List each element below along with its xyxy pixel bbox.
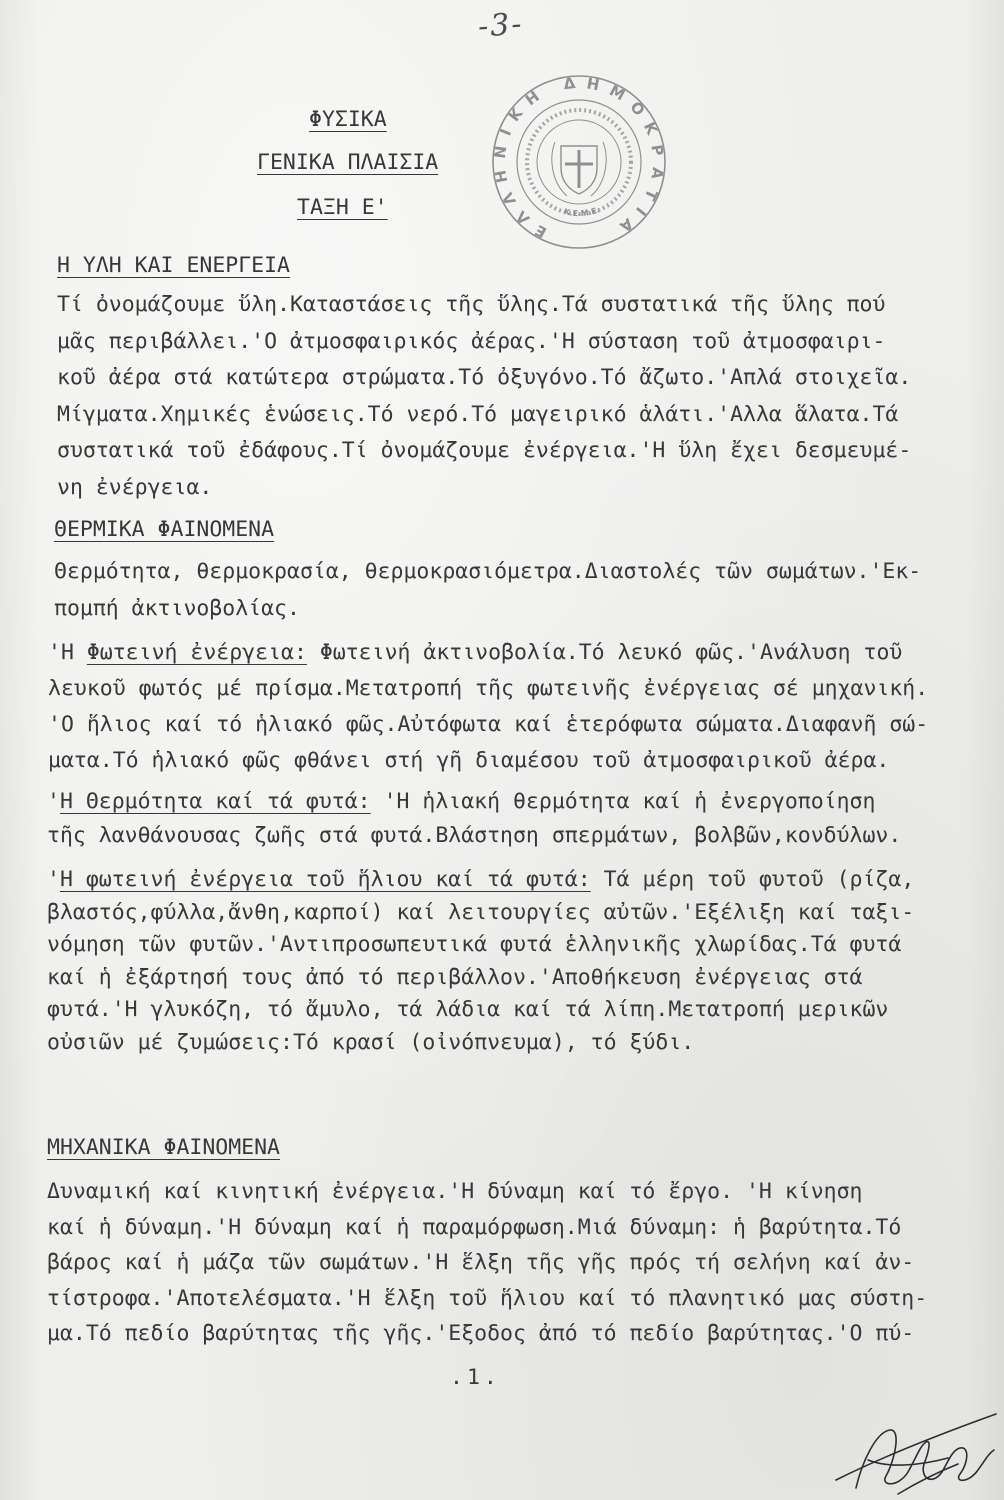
- lead-prefix: ': [47, 789, 60, 814]
- lead-line: [48, 635, 928, 671]
- paragraph-mechanics: [47, 1174, 927, 1352]
- title-subject: ΦΥΣΙΚΑ: [309, 107, 387, 132]
- text-line: Δυναμική καί κινητική ἐνέργεια.'Η δύναμη καί τό ἔργο. 'Η κίνηση: [47, 1179, 863, 1204]
- text-line: βλαστός,φύλλα,ἄνθη,καρποί) καί λειτουργίες αὐτῶν.'Εξέλιξη καί ταξι-: [47, 899, 915, 925]
- lead-text: Φωτεινή ἀκτινοβολία.Τό λευκό φῶς.'Ανάλυση τοῦ: [306, 640, 903, 665]
- paragraph-heat-plants: [47, 785, 901, 853]
- text-line: Τί ὀνομάζουμε ὕλη.Καταστάσεις τῆς ὕλης.Τά συστατικά τῆς ὕλης πού: [57, 292, 886, 317]
- text-line: φυτά.'Η γλυκόζη, τό ἄμυλο, τά λάδια καί τά λίπη.Μετατροπή μερικῶν: [47, 997, 889, 1022]
- text-line: κοῦ ἀέρα στά κατώτερα στρώματα.Τό ὀξυγόνο.Τό ἄζωτο.'Απλά στοιχεῖα.: [57, 365, 912, 390]
- section-heading-matter-energy: Η ΥΛΗ ΚΑΙ ΕΝΕΡΓΕΙΑ: [57, 253, 290, 278]
- stamp-ring-textpath: ΕΛΛΗΝΙΚΗ ΔΗΜΟΚΡΑΤΙΑ: [490, 73, 667, 242]
- paragraph-light-energy: [48, 635, 928, 779]
- underlined-topic: Φωτεινή ἐνέργεια:: [86, 640, 307, 665]
- text-line: Μίγματα.Χημικές ἑνώσεις.Τό νερό.Τό μαγειρικό ἁλάτι.'Αλλα ἅλατα.Τά: [57, 401, 899, 427]
- text-line: καί ἡ δύναμη.'Η δύναμη καί ἡ παραμόρφωση.Μιά δύναμη: ἡ βαρύτητα.Τό: [47, 1214, 902, 1240]
- text-line: νόμηση τῶν φυτῶν.'Αντιπροσωπευτικά φυτά ἑλληνικῆς χλωρίδας.Τά φυτά: [47, 932, 902, 957]
- text-line: οὐσιῶν μέ ζυμώσεις:Τό κρασί (οἰνόπνευμα), τό ξύδι.: [47, 1029, 695, 1055]
- text-line: πομπή ἀκτινοβολίας.: [54, 596, 300, 621]
- stamp-inner-textpath: Κ.Ε.Μ.Ε.: [562, 205, 601, 219]
- text-line: καί ἡ ἐξάρτησή τους ἀπό τό περιβάλλον.'Αποθήκευση ἐνέργειας στά: [47, 964, 863, 990]
- page-number: .1.: [450, 1365, 501, 1390]
- text-line: λευκοῦ φωτός μέ πρίσμα.Μετατροπή τῆς φωτεινῆς ἐνέργειας σέ μηχανική.: [48, 676, 929, 701]
- coat-of-arms-icon: [552, 142, 606, 196]
- stamp-inner-text: [563, 205, 601, 218]
- lead-text: 'Η ἡλιακή θερμότητα καί ἡ ἐνεργοποίηση: [370, 789, 876, 814]
- text-line: Θερμότητα, θερμοκρασία, θερμοκρασιόμετρα.Διαστολές τῶν σωμάτων.'Εκ-: [54, 559, 922, 584]
- official-stamp: [489, 72, 669, 252]
- text-line: ματα.Τό ἡλιακό φῶς φθάνει στή γῆ διαμέσου τοῦ ἀτμοσφαιρικοῦ ἀέρα.: [48, 748, 890, 773]
- lead-text: Τά μέρη τοῦ φυτοῦ (ρίζα,: [590, 867, 915, 892]
- handwritten-signature: [828, 1402, 1000, 1498]
- text-line: βάρος καί ἡ μάζα τῶν σωμάτων.'Η ἕλξη τῆς γῆς πρός τή σελήνη καί ἀν-: [47, 1250, 915, 1275]
- text-line: μᾶς περιβάλλει.'Ο ἀτμοσφαιρικός ἀέρας.'Η σύσταση τοῦ ἀτμοσφαιρι-: [57, 328, 886, 354]
- lead-line: [47, 785, 901, 819]
- text-line: συστατικά τοῦ ἐδάφους.Τί ὀνομάζουμε ἐνέργεια.'Η ὕλη ἔχει δεσμευμέ-: [57, 438, 912, 463]
- handwritten-page-mark: -3-: [476, 6, 525, 45]
- lead-prefix: 'Η: [48, 640, 87, 665]
- text-line: τῆς λανθάνουσας ζωῆς στά φυτά.Βλάστηση σπερμάτων, βολβῶν,κονδύλων.: [47, 823, 902, 848]
- lead-prefix: ': [47, 867, 60, 892]
- section-heading-mechanical-phenomena: ΜΗΧΑΝΙΚΑ ΦΑΙΝΟΜΕΝΑ: [47, 1135, 280, 1160]
- text-line: μα.Τό πεδίο βαρύτητας τῆς γῆς.'Εξοδος ἀπό τό πεδίο βαρύτητας.'Ο πύ-: [47, 1321, 915, 1346]
- text-line: 'Ο ἥλιος καί τό ἡλιακό φῶς.Αὐτόφωτα καί ἑτερόφωτα σώματα.Διαφανῆ σώ-: [48, 712, 929, 737]
- paragraph-matter-energy: [57, 287, 911, 506]
- title-framework: ΓΕΝΙΚΑ ΠΛΑΙΣΙΑ: [257, 150, 439, 175]
- section-heading-thermal-phenomena: ΘΕΡΜΙΚΑ ΦΑΙΝΟΜΕΝΑ: [54, 517, 275, 542]
- paragraph-sun-energy-plants: [47, 864, 914, 1059]
- lead-line: [47, 864, 914, 897]
- text-line: τίστροφα.'Αποτελέσματα.'Η ἕλξη τοῦ ἥλιου καί τό πλανητικό μας σύστη-: [47, 1285, 928, 1311]
- paragraph-heat-temperature: [54, 553, 921, 627]
- underlined-topic: Η Θερμότητα καί τά φυτά:: [59, 789, 371, 814]
- title-grade: ΤΑΞΗ Ε': [297, 195, 388, 220]
- underlined-topic: Η φωτεινή ἐνέργεια τοῦ ἥλιου καί τά φυτά:: [59, 867, 591, 892]
- text-line: νη ἐνέργεια.: [57, 474, 213, 500]
